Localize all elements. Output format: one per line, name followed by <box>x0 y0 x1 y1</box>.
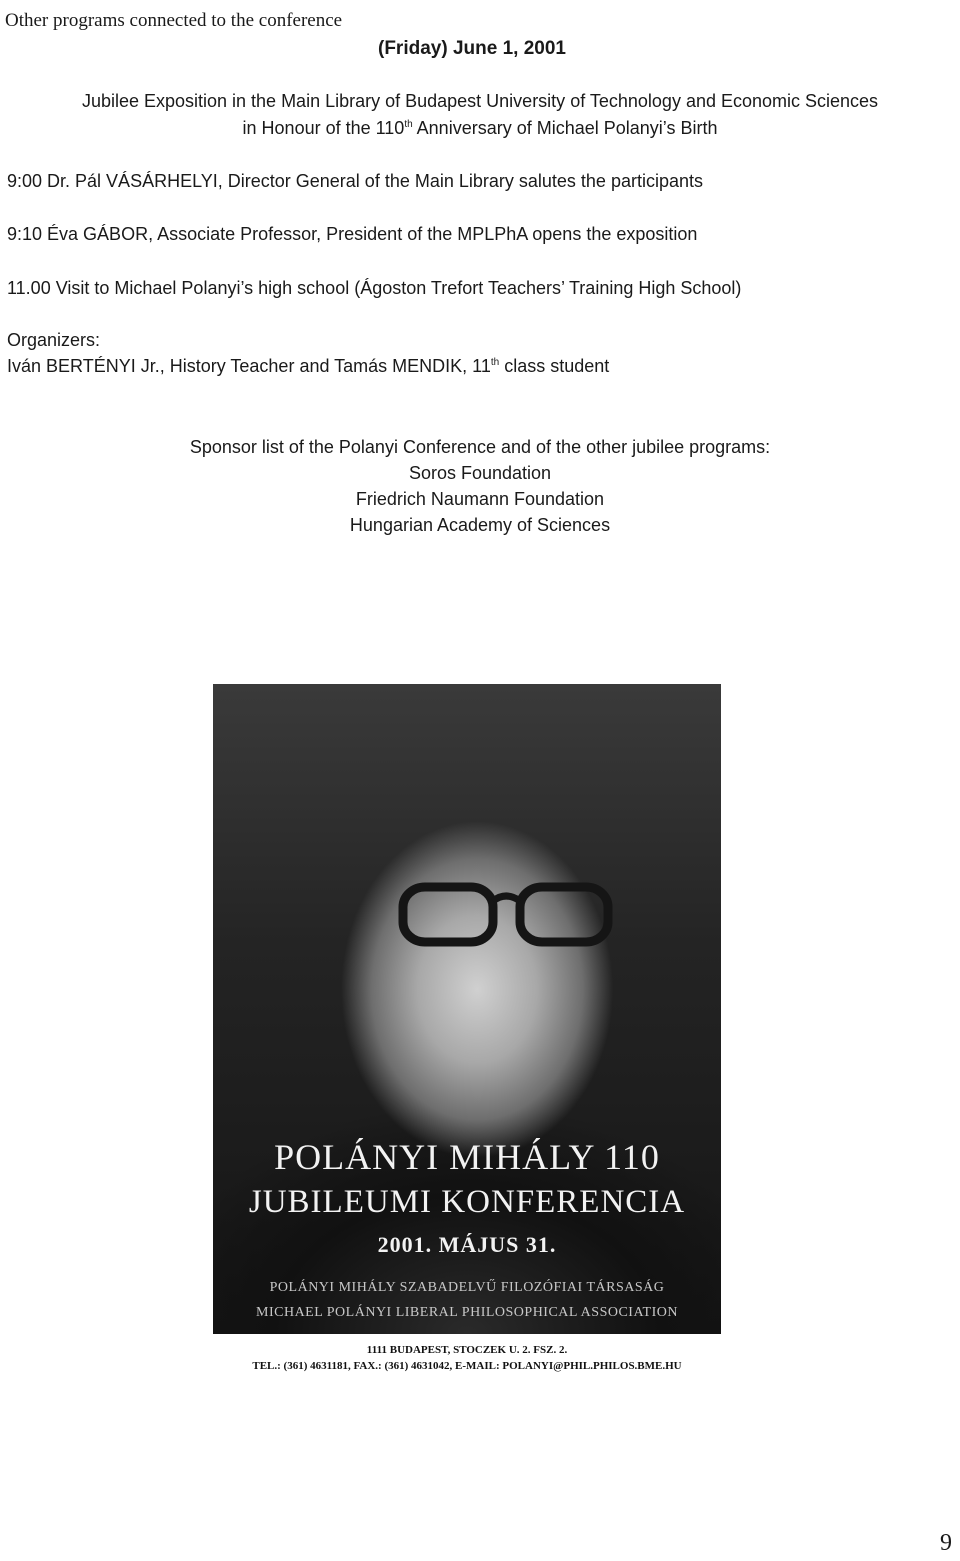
organizers-names <box>7 356 609 377</box>
organizers-names-sup: th <box>490 357 500 368</box>
schedule-item-0910: 9:10 Éva GÁBOR, Associate Professor, President of the MPLPhA opens the exposition <box>7 224 698 244</box>
exposition-line2-prefix: in Honour of the 110 <box>242 118 405 138</box>
sponsor-item: Friedrich Naumann Foundation <box>355 489 605 509</box>
organizers-names-prefix: Iván BERTÉNYI Jr., History Teacher and Tamás MENDIK, 11 <box>7 356 491 376</box>
organizers-names-suffix: class student <box>499 356 610 376</box>
exposition-title-line1: Jubilee Exposition in the Main Library of Budapest University of Technology and Economic Sciences <box>81 91 879 111</box>
sponsor-item: Hungarian Academy of Sciences <box>349 515 611 535</box>
poster-society-hungarian: POLÁNYI MIHÁLY SZABADELVŰ FILOZÓFIAI TÁRSASÁG <box>269 1280 665 1295</box>
exposition-line2-suffix: Anniversary of Michael Polanyi’s Birth <box>412 118 718 138</box>
poster-address: 1111 BUDAPEST, STOCZEK U. 2. FSZ. 2. <box>366 1344 568 1356</box>
poster-date: 2001. MÁJUS 31. <box>377 1232 557 1257</box>
page-number: 9 <box>940 1530 952 1556</box>
schedule-item-1100: 11.00 Visit to Michael Polanyi’s high school (Ágoston Trefort Teachers’ Training High School) <box>7 278 742 298</box>
schedule-item-0900: 9:00 Dr. Pál VÁSÁRHELYI, Director General of the Main Library salutes the participants <box>7 171 703 191</box>
portrait-glasses-icon <box>398 879 613 949</box>
poster-society-english: MICHAEL POLÁNYI LIBERAL PHILOSOPHICAL ASSOCIATION <box>256 1305 678 1320</box>
exposition-line2-sup: th <box>404 119 413 130</box>
poster-title-line1: POLÁNYI MIHÁLY 110 <box>274 1137 660 1177</box>
conference-poster <box>213 684 721 1334</box>
sponsor-item: Soros Foundation <box>408 463 552 483</box>
poster-title-line2: JUBILEUMI KONFERENCIA <box>248 1184 686 1220</box>
section-title: Other programs connected to the conference <box>5 10 343 31</box>
sponsor-heading: Sponsor list of the Polanyi Conference and of the other jubilee programs: <box>189 437 771 457</box>
exposition-title-line2 <box>0 118 960 139</box>
poster-contact: TEL.: (361) 4631181, FAX.: (361) 4631042, E-MAIL: POLANYI@PHIL.PHILOS.BME.HU <box>252 1360 682 1372</box>
program-date: (Friday) June 1, 2001 <box>378 38 566 59</box>
organizers-label: Organizers: <box>7 330 101 350</box>
